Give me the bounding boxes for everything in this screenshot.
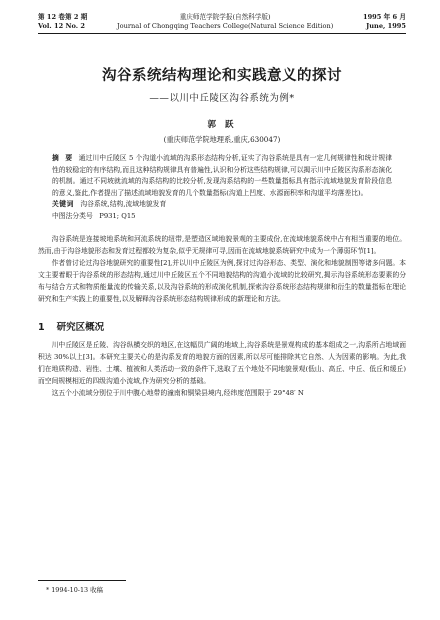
clc-label: 中图法分类号: [52, 211, 93, 220]
keywords-text: 沟谷系统,结构,流域地貌发育: [80, 200, 167, 209]
section-title: 研究区概况: [56, 321, 105, 333]
section-body: [38, 339, 406, 399]
body-paragraph: 作者曾讨论过沟谷地貌研究的重要性[2],并以川中丘陵区为例,探讨过沟谷形态、类型、演化和地貌制图等诸多问题。本文主要着眼于沟谷系统的形态结构,通过川中丘陵区五个不同地貌结构的沟道小流域的比较研究,揭示沟谷系统形态要素的分布与结合方式和物质能量流的传输关系,以及沟谷系统的形成演化机制,探索沟谷系统形态结构规律和衍生的数量指标在理论研究和生产实践上的重要性,以及解释沟谷系统形态结构规律形成的新理论和方法。: [38, 258, 406, 303]
journal-header: [38, 0, 406, 31]
header-rule: [38, 33, 406, 34]
paper-title: 沟谷系统结构理论和实践意义的探讨: [102, 68, 342, 84]
volume-info: 第 12 卷第 2 期 Vol. 12 No. 2: [38, 13, 88, 30]
footnote: * 1994-10-13 收稿: [46, 586, 103, 594]
journal-name: 重庆师范学院学报(自然科学版) Journal of Chongqing Teachers College(Natural Science Edition): [117, 13, 334, 30]
abstract-label: 摘 要: [52, 154, 75, 162]
introduction: [38, 233, 406, 305]
body-paragraph: 沟谷系统是连接坡地系统和河流系统的纽带,是塑造区域地貌景观的主要成份,在流域地貌系统中占有相当重要的地位。然而,由于沟谷地貌形态和发育过程都较为复杂,似乎无规律可寻,因而在流域地貌系统研究中成为一个薄弱环节[1]。: [38, 234, 406, 255]
keywords-label: 关键词: [52, 200, 74, 209]
author-name: 郭 跃: [207, 120, 237, 130]
keywords: [52, 199, 392, 211]
abstract: [52, 153, 392, 199]
body-paragraph: 川中丘陵区是丘陵、沟谷纵横交织的地区,在这幅员广阔的地域上,沟谷系统是景观构成的基本组成之一,沟系所占地域面积达 30%以上[3]。本研究主要关心的是沟系发育的地貌方面的因素,所以尽可能排除其它自然、人为因素的影响。为此,我们在地质构造、岩性、土壤、植被和人类活动一致的条件下,选取了五个地处不同地貌景观(低山、高丘、中丘、低丘和缓丘)而空间规模相近的四级沟道小流域,作为研究分析的基础。: [38, 340, 406, 385]
author-affiliation: (重庆师范学院地理系,重庆,630047): [163, 135, 281, 144]
abstract-text: 通过川中丘陵区 5 个沟道小流域的沟系形态结构分析,证实了沟谷系统是具有一定几何规律性和统计规律性的较稳定的有序结构,而且这种结构规律具有普遍性,认识和分析这些结构规律,可以揭示川中丘陵区沟系形态演化的机制。通过不同坡就流域的沟系结构的比较分析,发现沟系结构的一些数量指标具有指示流域地貌发育阶段信息的意义,鉴此,作者提出了描述流域地貌发育的几个数量指标(沟道上凹度、水源面积率和沟道平均落差比)。: [52, 154, 392, 197]
issue-date: 1995 年 6 月 June, 1995: [362, 13, 406, 30]
section-number: 1: [38, 321, 45, 333]
paper-subtitle: ——以川中丘陵区沟谷系统为例*: [149, 93, 295, 104]
body-paragraph: 这五个小流域分别位于川中腹心地带的潼南和铜梁县境内,经纬度范围限于 29°48′ N: [51, 388, 304, 397]
clc-text: P931; Q15: [99, 211, 136, 220]
section-heading: [38, 319, 406, 333]
classification-number: [52, 211, 392, 223]
footnote-rule: [38, 580, 126, 581]
